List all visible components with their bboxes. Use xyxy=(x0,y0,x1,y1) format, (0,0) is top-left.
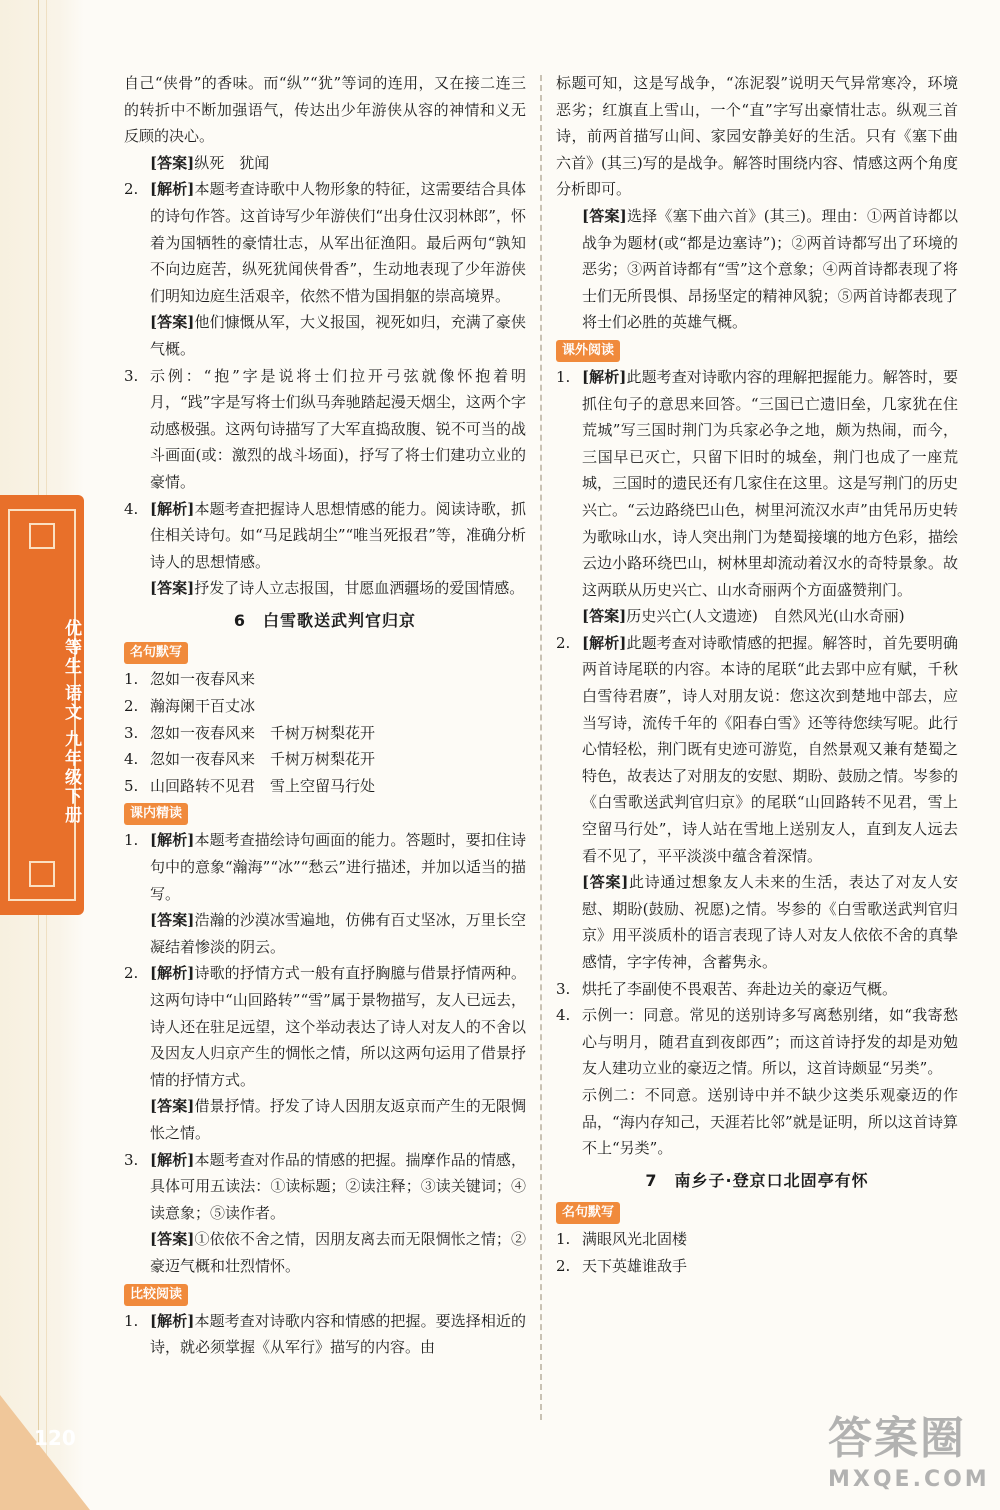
answer-tag: [答案] xyxy=(150,911,195,930)
item-number: 2. xyxy=(124,697,139,716)
analysis-tag: [解析] xyxy=(150,831,195,850)
answer-line xyxy=(556,603,958,630)
item-text: 山回路转不见君 雪上空留马行处 xyxy=(150,776,376,795)
list-item xyxy=(124,1308,526,1361)
watermark-logo xyxy=(828,1412,994,1502)
watermark-url: MXQE.COM xyxy=(828,1467,990,1492)
item-number: 4. xyxy=(124,499,139,518)
item-text: 本题考查诗歌中人物形象的特征，这需要结合具体的诗句作答。这首诗写少年游侠们“出身仕汉羽林郎”，怀着为国牺牲的豪情壮志，从军出征渔阳。最后两句“孰知不向边庭苦，纵死犹闻侠骨香”，生动地表现了少年游侠们明知边庭生活艰辛，依然不惜为国捐躯的崇高境界。 xyxy=(150,180,526,305)
list-item xyxy=(556,1253,958,1280)
section-badge: 名句默写 xyxy=(556,1202,620,1224)
item-number: 3. xyxy=(124,723,139,742)
item-number: 1. xyxy=(124,1311,139,1330)
item-number: 1. xyxy=(556,367,571,386)
answer-text: 抒发了诗人立志报国，甘愿血洒疆场的爱国情感。 xyxy=(194,579,525,598)
item-body xyxy=(150,693,526,720)
answer-line xyxy=(124,1093,526,1146)
answer-line xyxy=(124,575,526,602)
answer-text: 借景抒情。抒发了诗人因朋友返京而产生的无限惆怅之情。 xyxy=(150,1097,526,1142)
side-bookmark xyxy=(0,495,84,915)
item-body xyxy=(150,720,526,747)
answer-line xyxy=(124,907,526,960)
item-number: 2. xyxy=(556,1256,571,1275)
book-series-label: 优等生 语文 九年级下册 xyxy=(61,619,81,825)
item-body xyxy=(150,773,526,800)
page-number: 120 xyxy=(34,1426,76,1450)
item-number: 2. xyxy=(556,633,571,652)
answer-tag: [答案] xyxy=(150,1230,195,1249)
analysis-tag: [解析] xyxy=(150,499,195,518)
paragraph: 自己“侠骨”的香味。而“纵”“犹”等词的连用，又在接二连三的转折中不断加强语气，传达出少年游侠从容的神情和义无反顾的决心。 xyxy=(124,74,526,146)
answer-text: 选择《塞下曲六首》(其三)。理由：①两首诗都以战争为题材(或“都是边塞诗”)；②两首诗都写出了环境的恶劣；③两首诗都有“雪”这个意象；④两首诗都表现了将士们无所畏惧、昂扬坚定的精神风貌；⑤两首诗都表现了将士们必胜的英雄气概。 xyxy=(582,206,958,332)
item-body xyxy=(150,1147,526,1227)
section-badge-row xyxy=(556,336,958,364)
list-item xyxy=(124,1147,526,1227)
ornament-knot-icon xyxy=(29,861,55,887)
item-text: 本题考查把握诗人思想情感的能力。阅读诗歌，抓住相关诗句。如“马足践胡尘”“唯当死报君”等，准确分析诗人的思想情感。 xyxy=(150,499,526,571)
item-body xyxy=(150,746,526,773)
answer-text: 浩瀚的沙漠冰雪遍地，仿佛有百丈坚冰，万里长空凝结着惨淡的阴云。 xyxy=(150,911,526,956)
answer-text: ①依依不舍之情，因朋友离去而无限惆怅之情；②豪迈气概和壮烈情怀。 xyxy=(150,1230,526,1275)
left-column xyxy=(124,70,526,1361)
item-text: 诗歌的抒情方式一般有直抒胸臆与借景抒情两种。这两句诗中“山回路转”“雪”属于景物描写，友人已远去，诗人还在驻足远望，这个举动表达了诗人对友人的不舍以及因友人归京产生的惆怅之情，所以这两句运用了借景抒情的抒情方式。 xyxy=(150,964,526,1089)
list-item xyxy=(556,364,958,603)
answer-tag: [答案] xyxy=(582,206,627,225)
item-number: 3. xyxy=(556,979,571,998)
list-item xyxy=(124,746,526,773)
item-number: 5. xyxy=(124,776,139,795)
item-body xyxy=(582,630,958,869)
analysis-tag: [解析] xyxy=(582,633,627,652)
answer-text: 纵死 犹闻 xyxy=(194,153,270,172)
ornament-knot-icon xyxy=(29,523,55,549)
item-body xyxy=(150,363,526,496)
item-text: 本题考查对诗歌内容和情感的把握。要选择相近的诗，就必须掌握《从军行》描写的内容。由 xyxy=(150,1311,526,1357)
answer-tag: [答案] xyxy=(150,153,195,172)
item-body xyxy=(582,1226,958,1253)
answer-tag: [答案] xyxy=(150,579,195,598)
item-body xyxy=(582,364,958,603)
item-body xyxy=(150,960,526,1093)
answer-text: 他们慷慨从军，大义报国，视死如归，充满了豪侠气概。 xyxy=(150,313,526,358)
section-badge-row xyxy=(124,1280,526,1308)
list-item xyxy=(556,630,958,869)
item-text: 天下英雄谁敌手 xyxy=(582,1256,688,1275)
answer-line xyxy=(124,150,526,177)
answer-text: 示例二：不同意。送别诗中并不缺少这类乐观豪迈的作品，“海内存知己，天涯若比邻”就是证明，所以这首诗算不上“另类”。 xyxy=(582,1085,958,1158)
item-number: 1. xyxy=(124,670,139,689)
answer-text: 历史兴亡(人文遗迹) 自然风光(山水奇丽) xyxy=(626,607,905,626)
column-divider xyxy=(540,75,542,1420)
answer-tag: [答案] xyxy=(582,607,627,626)
item-body xyxy=(150,1308,526,1361)
list-item xyxy=(124,496,526,576)
list-item xyxy=(556,1002,958,1082)
answer-tag: [答案] xyxy=(150,313,195,332)
section-heading: 7 南乡子·登京口北固亭有怀 xyxy=(645,1170,869,1190)
answer-text: 此诗通过想象友人未来的生活，表达了对友人安慰、期盼(鼓励、祝愿)之情。岑参的《白雪歌送武判官归京》用平淡质朴的语言表现了诗人对友人依依不舍的真挚感情，字字传神，含蓄隽永。 xyxy=(582,873,958,971)
section-heading: 6 白雪歌送武判官归京 xyxy=(233,610,417,630)
item-number: 2. xyxy=(124,180,139,199)
item-number: 4. xyxy=(556,1006,571,1025)
item-text: 忽如一夜春风来 千树万树梨花开 xyxy=(150,750,376,769)
answer-line xyxy=(556,869,958,975)
item-text: 忽如一夜春风来 千树万树梨花开 xyxy=(150,723,376,742)
answer-tag: [答案] xyxy=(582,873,629,892)
item-number: 4. xyxy=(124,750,139,769)
item-text: 本题考查描绘诗句画面的能力。答题时，要扣住诗句中的意象“瀚海”“冰”“愁云”进行描述，并加以适当的描写。 xyxy=(150,831,527,903)
section-badge: 比较阅读 xyxy=(124,1284,188,1306)
analysis-tag: [解析] xyxy=(150,1150,195,1169)
section-badge-row xyxy=(556,1198,958,1226)
section-badge: 课内精读 xyxy=(124,803,188,825)
list-item xyxy=(124,773,526,800)
analysis-tag: [解析] xyxy=(582,367,627,386)
item-text: 烘托了李副使不畏艰苦、奔赴边关的豪迈气概。 xyxy=(582,979,898,998)
item-text: 本题考查对作品的情感的把握。揣摩作品的情感，具体可用五读法：①读标题；②读注释；③读关键词；④读意象；⑤读作者。 xyxy=(150,1150,526,1222)
right-column xyxy=(556,70,958,1280)
item-body xyxy=(150,666,526,693)
analysis-tag: [解析] xyxy=(150,180,195,199)
section-badge-row xyxy=(124,638,526,666)
item-text: 此题考查对诗歌情感的把握。解答时，首先要明确两首诗尾联的内容。本诗的尾联“此去郢中应有赋，千秋白雪待君赓”，诗人对朋友说：您这次到楚地中部去，应当写诗，流传千年的《阳春白雪》还等待您续写呢。此行心情轻松，荆门既有史迹可游览，自然景观又兼有楚蜀之特色，故表达了对朋友的安慰、期盼、鼓励之情。岑参的《白雪歌送武判官归京》的尾联“山回路转不见君，雪上空留马行处”，诗人站在雪地上送别友人，直到友人远去看不见了，平平淡淡中蕴含着深情。 xyxy=(582,633,958,865)
item-body xyxy=(150,827,526,907)
list-item xyxy=(124,827,526,907)
answer-line xyxy=(124,309,526,362)
list-item xyxy=(556,976,958,1003)
section-badge: 名句默写 xyxy=(124,642,188,664)
item-body xyxy=(150,496,526,576)
item-text: 此题考查对诗歌内容的理解把握能力。解答时，要抓住句子的意思来回答。“三国已亡遗旧垒，几家犹在住荒城”写三国时荆门为兵家必争之地，颇为热闹，而今，三国早已灭亡，只留下旧时的城垒，荆门也成了一座荒城，三国时的遗民还有几家住在这里。这是写荆门的历史兴亡。“云边路绕巴山色，树里河流汉水声”由凭吊历史转为歌咏山水，诗人突出荆门为楚蜀接壤的地方色彩，描绘云边小路环绕巴山，树林里却流动着汉水的奇特景象。故这两联从历史兴亡、山水奇丽两个方面盛赞荆门。 xyxy=(582,367,958,599)
answer-line xyxy=(124,1226,526,1279)
item-text: 瀚海阑干百丈冰 xyxy=(150,697,256,716)
item-number: 2. xyxy=(124,964,139,983)
answer-line xyxy=(556,203,958,336)
watermark-text: 答案圈 xyxy=(828,1413,966,1464)
section-badge: 课外阅读 xyxy=(556,340,620,362)
item-number: 1. xyxy=(124,831,139,850)
list-item xyxy=(124,666,526,693)
list-item xyxy=(124,176,526,309)
item-number: 1. xyxy=(556,1230,571,1249)
item-text: 满眼风光北固楼 xyxy=(582,1230,688,1249)
item-text: 忽如一夜春风来 xyxy=(150,670,256,689)
item-body xyxy=(582,976,958,1003)
list-item xyxy=(556,1226,958,1253)
item-number: 3. xyxy=(124,1150,139,1169)
list-item xyxy=(124,960,526,1093)
list-item xyxy=(124,363,526,496)
section-badge-row xyxy=(124,799,526,827)
list-item xyxy=(124,693,526,720)
item-body xyxy=(582,1002,958,1082)
item-text: 示例一：同意。常见的送别诗多写离愁别绪，如“我寄愁心与明月，随君直到夜郎西”；而这首诗抒发的却是劝勉友人建功立业的豪迈之情。所以，这首诗颇显“另类”。 xyxy=(582,1006,958,1078)
list-item xyxy=(124,720,526,747)
item-text: 示例：“抱”字是说将士们拉开弓弦就像怀抱着明月，“践”字是写将士们纵马奔驰踏起漫天烟尘，这两个字动感极强。这两句诗描写了大军直捣敌腹、锐不可当的战斗画面(或：激烈的战斗场面)，抒写了将士们建功立业的豪情。 xyxy=(150,366,526,491)
paragraph: 标题可知，这是写战争，“冻泥裂”说明天气异常寒冷，环境恶劣；红旗直上雪山，一个“直”字写出豪情壮志。纵观三首诗，前两首描写山间、家园安静美好的生活。只有《塞下曲六首》(其三)写的是战争。解答时围绕内容、情感这两个角度分析即可。 xyxy=(556,74,958,199)
analysis-tag: [解析] xyxy=(150,964,195,983)
analysis-tag: [解析] xyxy=(150,1311,195,1330)
answer-line xyxy=(556,1082,958,1162)
item-body xyxy=(150,176,526,309)
item-body xyxy=(582,1253,958,1280)
item-number: 3. xyxy=(124,366,139,385)
answer-tag: [答案] xyxy=(150,1097,195,1116)
